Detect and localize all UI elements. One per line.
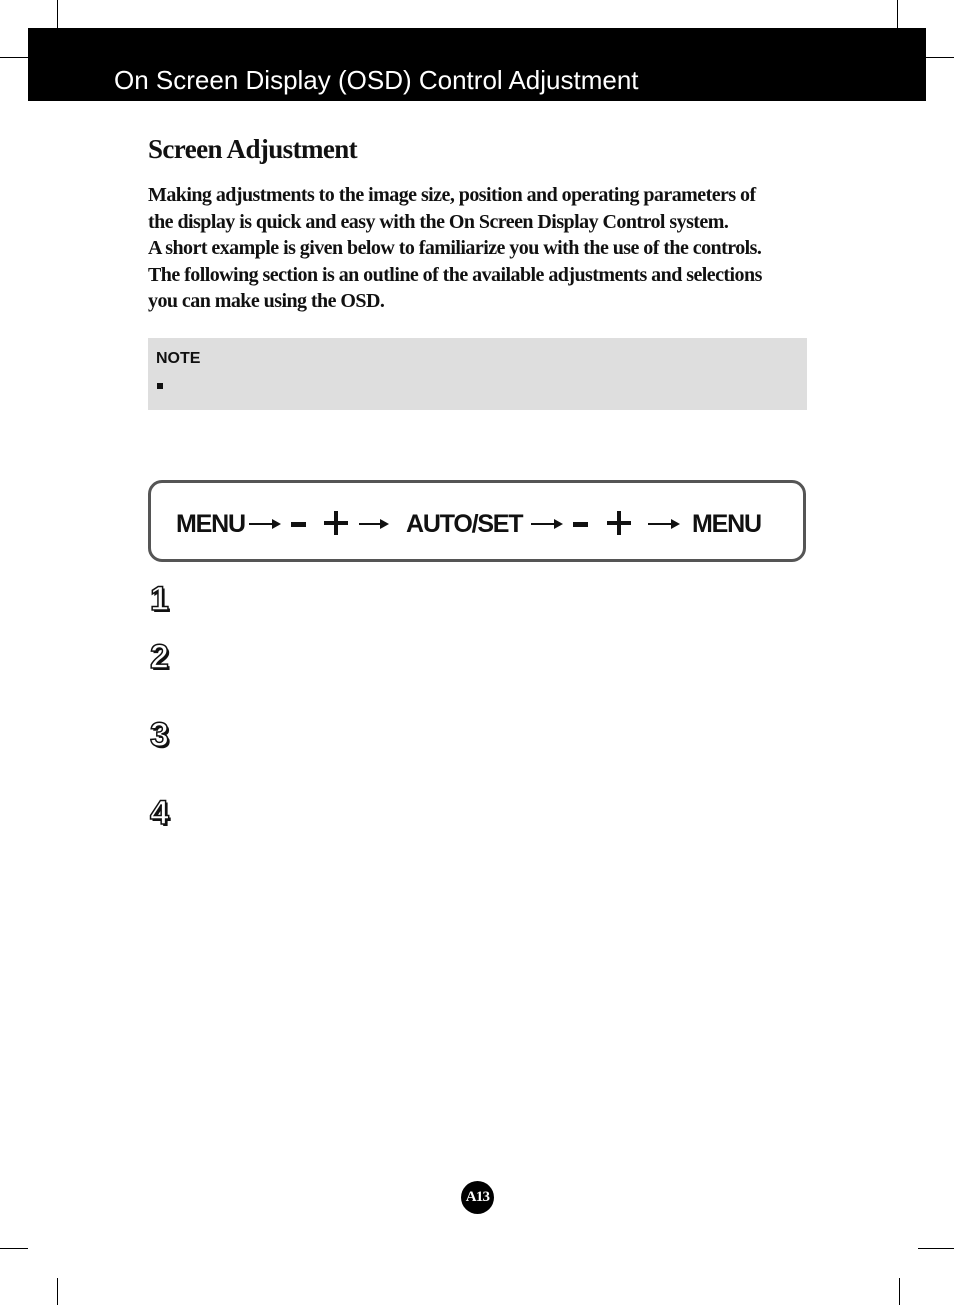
intro-line: the display is quick and easy with the On Screen Display Control system. [148, 210, 729, 233]
plus-icon [324, 511, 348, 535]
step-number: 4 [150, 794, 169, 832]
step-number: 3 [150, 716, 169, 754]
auto-set-button-label: AUTO/SET [406, 510, 523, 538]
arrow-right-icon [648, 523, 678, 525]
crop-mark [57, 1278, 58, 1305]
page-number: A13 [461, 1181, 494, 1214]
page-header-title: On Screen Display (OSD) Control Adjustment [114, 65, 639, 95]
intro-line: Making adjustments to the image size, position and operating parameters of [148, 184, 756, 206]
menu-button-label: MENU [176, 510, 245, 538]
minus-icon [573, 522, 588, 527]
crop-mark [899, 1278, 900, 1305]
control-sequence-box [148, 480, 806, 562]
crop-mark [0, 57, 28, 58]
intro-line: The following section is an outline of the available adjustments and selections [148, 263, 762, 286]
arrow-right-icon [531, 523, 561, 525]
crop-mark [926, 57, 954, 58]
intro-paragraph [148, 182, 818, 315]
minus-icon [291, 522, 306, 527]
crop-mark [918, 1248, 954, 1249]
crop-mark [57, 0, 58, 28]
header-bar [28, 28, 926, 101]
bullet-icon [157, 383, 163, 389]
step-number: 2 [150, 638, 169, 676]
step-number: 1 [150, 580, 169, 618]
note-label: NOTE [156, 350, 201, 367]
menu-button-label: MENU [692, 510, 761, 538]
section-title: Screen Adjustment [148, 134, 358, 164]
crop-mark [0, 1248, 28, 1249]
note-box [148, 338, 807, 410]
arrow-right-icon [359, 523, 387, 525]
intro-line: A short example is given below to familiarize you with the use of the controls. [148, 237, 762, 259]
plus-icon [607, 511, 631, 535]
arrow-right-icon [249, 523, 279, 525]
intro-line: you can make using the OSD. [148, 290, 385, 312]
crop-mark [897, 0, 898, 28]
